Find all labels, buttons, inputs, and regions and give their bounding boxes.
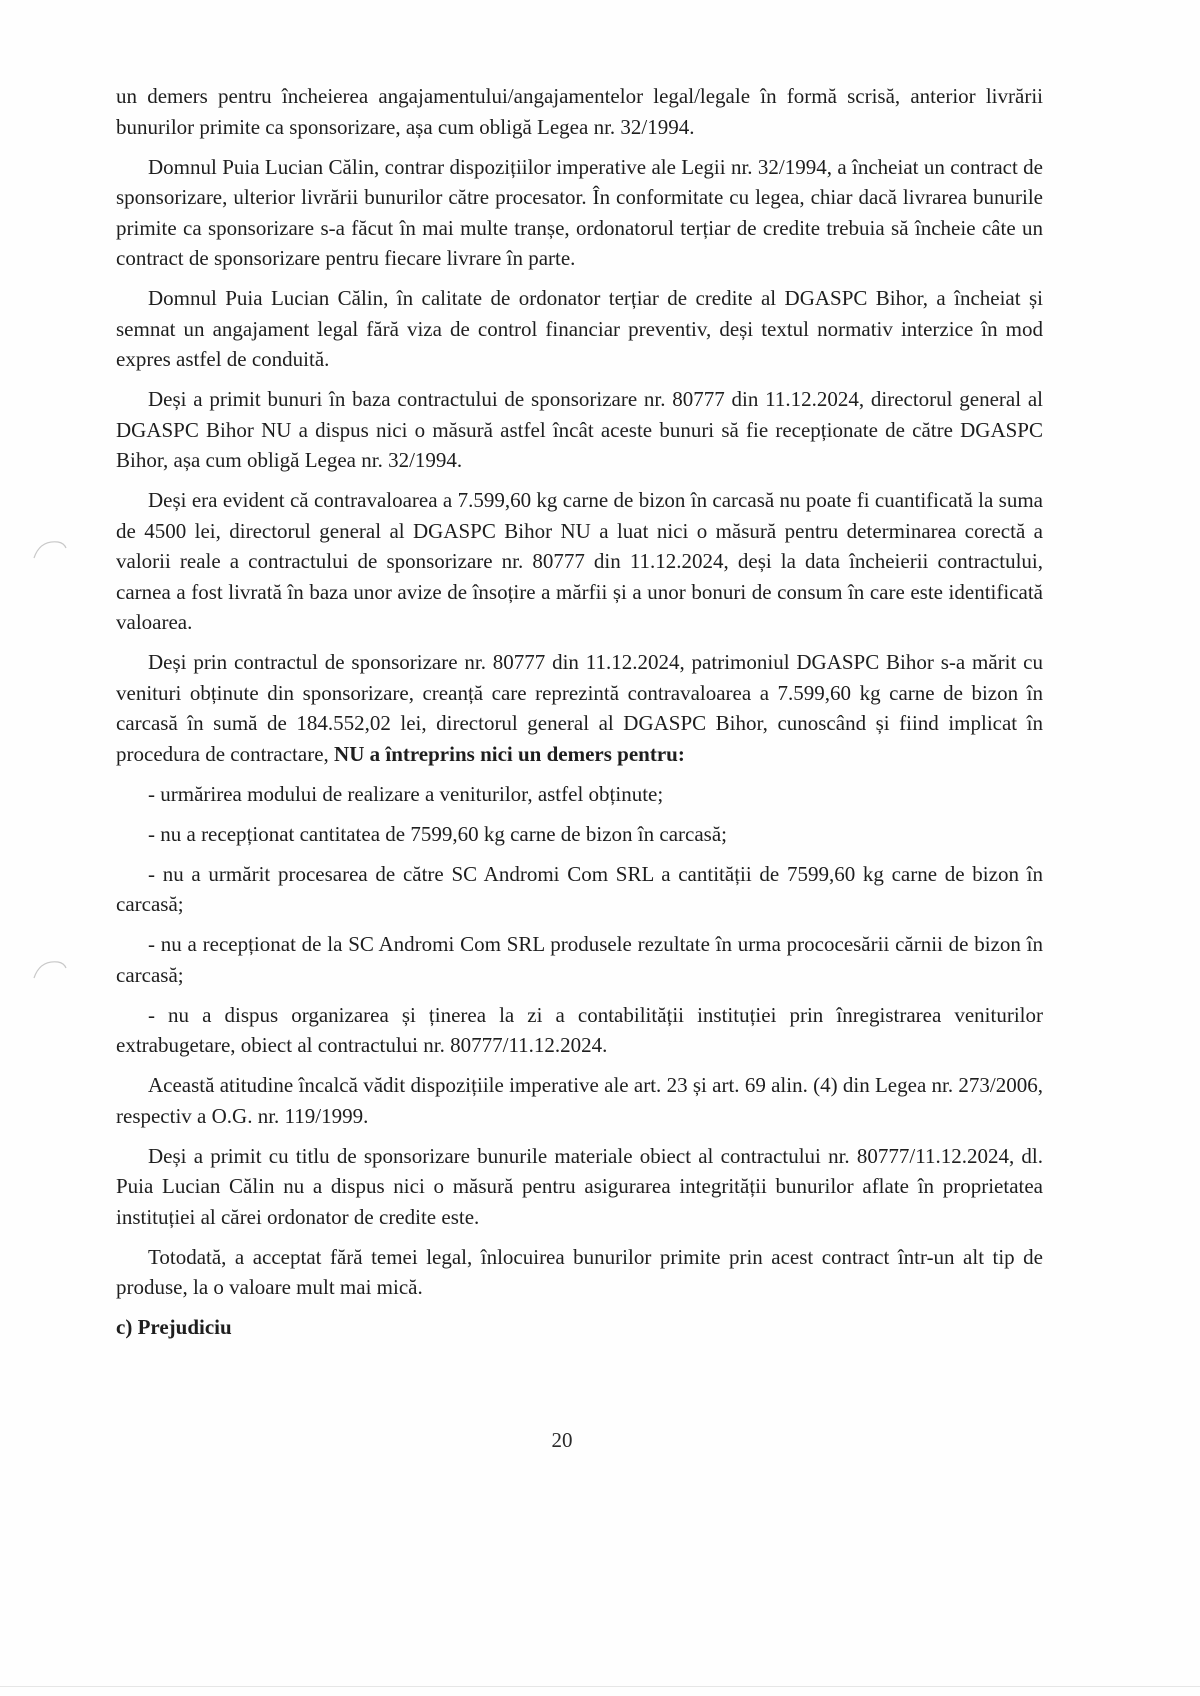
paragraph: Domnul Puia Lucian Călin, contrar dispozițiilor imperative ale Legii nr. 32/1994, a încheiat un contract de sponsorizare, ulterior livrării bunurilor către procesator. În conformitate cu legea, chiar dacă livrarea bunurile primite ca sponsorizare s-a făcut în mai multe tranșe, ordonatorul terțiar de credite trebuia să încheie câte un contract de sponsorizare pentru fiecare livrare în parte. (116, 154, 1043, 270)
paragraph: Deși a primit bunuri în baza contractului de sponsorizare nr. 80777 din 11.12.2024, directorul general al DGASPC Bihor NU a dispus nici o măsură astfel încât aceste bunuri să fie recepționate de către DGASPC Bihor, așa cum obligă Legea nr. 32/1994. (116, 387, 1043, 472)
hole-punch-mark (28, 954, 72, 984)
paragraph: Deși a primit cu titlu de sponsorizare bunurile materiale obiect al contractului nr. 80777/11.12.2024, dl. Puia Lucian Călin nu a dispus nici o măsură pentru asigurarea integrității bunurilor aflate în proprietatea instituției al cărei ordonator de credite este. (116, 1143, 1043, 1229)
emphasis-text: NU a întreprins nici un demers pentru: (334, 741, 685, 766)
paragraph: Deși era evident că contravaloarea a 7.599,60 kg carne de bizon în carcasă nu poate fi cuantificată la suma de 4500 lei, directorul general al DGASPC Bihor NU a luat nici o măsură pentru determinarea corectă a valorii reale a contractului de sponsorizare nr. 80777 din 11.12.2024, deși la data încheierii contractului, carnea a fost livrată în baza unor avize de însoțire a mărfii și a unor bonuri de consum în care este identificată valoarea. (116, 488, 1043, 634)
scan-edge-line (0, 1686, 1200, 1687)
list-item: - nu a dispus organizarea și ținerea la zi a contabilității instituției prin înregistrarea veniturilor extrabugetare, obiect al contractului nr. 80777/11.12.2024. (116, 1002, 1043, 1057)
paragraph: Această atitudine încalcă vădit dispozițiile imperative ale art. 23 și art. 69 alin. (4) din Legea nr. 273/2006, respectiv a O.G. nr. 119/1999. (116, 1073, 1043, 1128)
list-item: - nu a urmărit procesarea de către SC Andromi Com SRL a cantității de 7599,60 kg carne de bizon în carcasă; (116, 861, 1043, 916)
list-item: - nu a recepționat cantitatea de 7599,60 kg carne de bizon în carcasă; (148, 821, 727, 846)
document-body (116, 81, 1043, 1352)
list-item: - urmărirea modului de realizare a veniturilor, astfel obținute; (148, 781, 664, 806)
paragraph: Totodată, a acceptat fără temei legal, înlocuirea bunurilor primite prin acest contract într-un alt tip de produse, la o valoare mult mai mică. (116, 1244, 1043, 1299)
section-heading: c) Prejudiciu (116, 1315, 232, 1339)
paragraph-text: Deși prin contractul de sponsorizare nr. 80777 din 11.12.2024, patrimoniul DGASPC Bihor s-a mărit cu venituri obținute din sponsorizare, creanță care reprezintă contravaloarea a 7.599,60 kg carne de bizon în carcasă în sumă de 184.552,02 lei, directorul general al DGASPC Bihor, cunoscând și fiind implicat în procedura de contractare, (116, 650, 1043, 766)
paragraph-continuation: un demers pentru încheierea angajamentului/angajamentelor legal/legale în formă scrisă, anterior livrării bunurilor primite ca sponsorizare, așa cum obligă Legea nr. 32/1994. (116, 84, 1043, 139)
paragraph-with-emphasis (116, 647, 1043, 769)
page-number: 20 (551, 1428, 573, 1452)
list-item: - nu a recepționat de la SC Andromi Com SRL produsele rezultate în urma prococesării cărnii de bizon în carcasă; (116, 932, 1043, 987)
hole-punch-mark (28, 534, 72, 564)
paragraph: Domnul Puia Lucian Călin, în calitate de ordonator terțiar de credite al DGASPC Bihor, a încheiat și semnat un angajament legal fără viza de control financiar preventiv, deși textul normativ interzice în mod expres astfel de conduită. (116, 286, 1043, 371)
